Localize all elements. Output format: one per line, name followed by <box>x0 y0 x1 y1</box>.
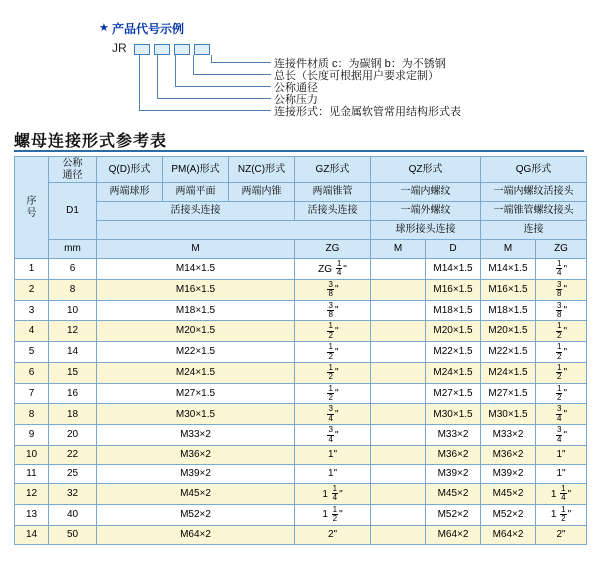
leader-line <box>211 62 271 63</box>
cell-qg-m: M16×1.5 <box>481 279 536 300</box>
cell-qz-d: M52×2 <box>426 504 481 525</box>
cell-qd: M16×1.5 <box>97 279 295 300</box>
col-header-qz: QZ形式 <box>371 157 481 183</box>
legend-label-length: 总长（长度可根据用户要求定制） <box>274 70 439 82</box>
subheader-nz: 两端内锥 <box>229 183 295 202</box>
cell-qg-m: M22×1.5 <box>481 342 536 363</box>
cell-qz-d: M36×2 <box>426 446 481 465</box>
cell-qz-d: M64×2 <box>426 525 481 544</box>
product-code-legend <box>0 0 600 130</box>
cell-dn: 25 <box>49 465 97 484</box>
cell-gz: $\frac{3}{8}$ " <box>295 279 371 300</box>
cell-dn: 15 <box>49 362 97 383</box>
cell-qd: M24×1.5 <box>97 362 295 383</box>
cell-qz-d: M33×2 <box>426 425 481 446</box>
cell-qd: M30×1.5 <box>97 404 295 425</box>
cell-index: 11 <box>15 465 49 484</box>
table-row <box>15 465 587 484</box>
cell-qz-m <box>371 383 426 404</box>
col-header-nz: NZ(C)形式 <box>229 157 295 183</box>
leader-line <box>175 86 271 87</box>
table-header-row <box>15 221 587 240</box>
table-header-row <box>15 183 587 202</box>
cell-index: 9 <box>15 425 49 446</box>
cell-index: 7 <box>15 383 49 404</box>
cell-qz-m <box>371 362 426 383</box>
cell-dn: 10 <box>49 300 97 321</box>
cell-qg-m: M27×1.5 <box>481 383 536 404</box>
cell-qd: M39×2 <box>97 465 295 484</box>
page-title: 螺母连接形式参考表 <box>14 133 168 150</box>
table-row <box>15 300 587 321</box>
cell-qz-m <box>371 525 426 544</box>
cell-qg-zg: 1" <box>536 446 587 465</box>
code-prefix: JR <box>112 41 127 55</box>
cell-qz-m <box>371 404 426 425</box>
cell-qg-zg: $\frac{1}{4}$ " <box>536 259 587 280</box>
table-row <box>15 425 587 446</box>
cell-qg-m: M30×1.5 <box>481 404 536 425</box>
unit-zg: ZG <box>295 240 371 259</box>
code-boxes <box>134 44 210 55</box>
col-header-gz: GZ形式 <box>295 157 371 183</box>
subheader-union-connection-gz: 活接头连接 <box>295 202 371 221</box>
table-row <box>15 404 587 425</box>
col-header-dn-unit-group: D1 <box>49 183 97 240</box>
cell-qd: M20×1.5 <box>97 321 295 342</box>
subheader-external-thread: 一端外螺纹 <box>371 202 481 221</box>
cell-qg-zg: $\frac{1}{2}$ " <box>536 321 587 342</box>
cell-index: 1 <box>15 259 49 280</box>
cell-qg-m: M45×2 <box>481 484 536 505</box>
leader-line <box>193 55 194 75</box>
table-header-row <box>15 240 587 259</box>
cell-qg-m: M64×2 <box>481 525 536 544</box>
cell-index: 10 <box>15 446 49 465</box>
legend-label-nominal-pressure: 公称压力 <box>274 94 318 106</box>
table-row <box>15 279 587 300</box>
cell-index: 12 <box>15 484 49 505</box>
cell-qz-m <box>371 300 426 321</box>
cell-index: 6 <box>15 362 49 383</box>
cell-qg-zg: 1" <box>536 465 587 484</box>
title-divider <box>14 150 584 152</box>
cell-qd: M18×1.5 <box>97 300 295 321</box>
cell-qz-m <box>371 425 426 446</box>
cell-dn: 20 <box>49 425 97 446</box>
cell-qz-m <box>371 504 426 525</box>
leader-line <box>157 98 271 99</box>
subheader-connection: 连接 <box>481 221 587 240</box>
col-header-qd: Q(D)形式 <box>97 157 163 183</box>
cell-dn: 16 <box>49 383 97 404</box>
legend-title: 产品代号示例 <box>112 22 185 36</box>
spec-table <box>14 156 587 545</box>
col-header-dn: 公称 通径 <box>49 157 97 183</box>
subheader-taper-pipe-thread: 一端锥管螺纹接头 <box>481 202 587 221</box>
cell-qg-zg: $\frac{3}{4}$ " <box>536 404 587 425</box>
legend-label-material: 连接件材质 c：为碳钢 b：为不锈钢 <box>274 58 446 70</box>
cell-gz: $\frac{1}{2}$ " <box>295 321 371 342</box>
cell-qz-m <box>371 465 426 484</box>
cell-qz-m <box>371 342 426 363</box>
table-header-row <box>15 157 587 183</box>
cell-qz-m <box>371 321 426 342</box>
code-box <box>134 44 150 55</box>
cell-qd: M14×1.5 <box>97 259 295 280</box>
subheader-pm: 两端平面 <box>163 183 229 202</box>
table-row <box>15 342 587 363</box>
subheader-ball-joint: 球形接头连接 <box>371 221 481 240</box>
cell-dn: 6 <box>49 259 97 280</box>
code-box <box>154 44 170 55</box>
unit-qz-d: D <box>426 240 481 259</box>
cell-qd: M22×1.5 <box>97 342 295 363</box>
col-header-pm: PM(A)形式 <box>163 157 229 183</box>
cell-qz-d: M22×1.5 <box>426 342 481 363</box>
cell-gz: 1 $\frac{1}{2}$ " <box>295 504 371 525</box>
cell-qg-zg: $\frac{1}{2}$ " <box>536 362 587 383</box>
cell-qz-m <box>371 446 426 465</box>
cell-qg-m: M52×2 <box>481 504 536 525</box>
table-row <box>15 484 587 505</box>
cell-qg-zg: 2" <box>536 525 587 544</box>
cell-dn: 40 <box>49 504 97 525</box>
cell-qg-m: M20×1.5 <box>481 321 536 342</box>
unit-qz-m: M <box>371 240 426 259</box>
leader-line <box>193 74 271 75</box>
table-row <box>15 321 587 342</box>
cell-qg-m: M36×2 <box>481 446 536 465</box>
spec-table-wrap <box>14 156 586 545</box>
cell-dn: 32 <box>49 484 97 505</box>
cell-qz-d: M20×1.5 <box>426 321 481 342</box>
cell-index: 3 <box>15 300 49 321</box>
cell-index: 8 <box>15 404 49 425</box>
cell-qg-zg: $\frac{1}{2}$ " <box>536 342 587 363</box>
cell-gz: $\frac{1}{2}$ " <box>295 362 371 383</box>
code-box <box>194 44 210 55</box>
cell-qz-d: M24×1.5 <box>426 362 481 383</box>
cell-gz: $\frac{3}{4}$ " <box>295 404 371 425</box>
subheader-blank <box>97 221 371 240</box>
table-row <box>15 504 587 525</box>
leader-line <box>157 55 158 99</box>
subheader-qd: 两端球形 <box>97 183 163 202</box>
cell-dn: 18 <box>49 404 97 425</box>
legend-label-nominal-diameter: 公称通径 <box>274 82 318 94</box>
cell-qd: M36×2 <box>97 446 295 465</box>
cell-index: 4 <box>15 321 49 342</box>
table-row <box>15 383 587 404</box>
cell-dn: 8 <box>49 279 97 300</box>
cell-qd: M64×2 <box>97 525 295 544</box>
cell-qz-d: M16×1.5 <box>426 279 481 300</box>
leader-line <box>175 55 176 87</box>
unit-mm: mm <box>49 240 97 259</box>
cell-dn: 22 <box>49 446 97 465</box>
table-row <box>15 446 587 465</box>
cell-qg-zg: $\frac{1}{2}$ " <box>536 383 587 404</box>
cell-index: 13 <box>15 504 49 525</box>
cell-gz: $\frac{1}{2}$ " <box>295 342 371 363</box>
cell-dn: 50 <box>49 525 97 544</box>
cell-qd: M45×2 <box>97 484 295 505</box>
cell-dn: 12 <box>49 321 97 342</box>
unit-qg-m: M <box>481 240 536 259</box>
cell-qg-zg: $\frac{3}{8}$ " <box>536 300 587 321</box>
table-header-row <box>15 202 587 221</box>
legend-label-connection-type: 连接形式：见金属软管常用结构形式表 <box>274 106 461 118</box>
unit-qg-zg: ZG <box>536 240 587 259</box>
cell-qz-m <box>371 259 426 280</box>
cell-qg-zg: $\frac{3}{4}$ " <box>536 425 587 446</box>
col-header-qg: QG形式 <box>481 157 587 183</box>
cell-dn: 14 <box>49 342 97 363</box>
cell-qz-d: M39×2 <box>426 465 481 484</box>
cell-qz-d: M18×1.5 <box>426 300 481 321</box>
cell-qz-d: M27×1.5 <box>426 383 481 404</box>
code-box <box>174 44 190 55</box>
cell-qz-d: M14×1.5 <box>426 259 481 280</box>
table-row <box>15 525 587 544</box>
leader-line <box>139 110 271 111</box>
table-body <box>15 259 587 545</box>
cell-qg-m: M14×1.5 <box>481 259 536 280</box>
cell-gz: 1" <box>295 465 371 484</box>
cell-qz-m <box>371 279 426 300</box>
cell-index: 2 <box>15 279 49 300</box>
cell-qg-m: M33×2 <box>481 425 536 446</box>
cell-qz-m <box>371 484 426 505</box>
cell-gz: 1" <box>295 446 371 465</box>
cell-qz-d: M30×1.5 <box>426 404 481 425</box>
cell-qd: M33×2 <box>97 425 295 446</box>
table-row <box>15 259 587 280</box>
col-header-index: 序 号 <box>15 157 49 259</box>
subheader-qz: 一端内螺纹 <box>371 183 481 202</box>
cell-qg-m: M39×2 <box>481 465 536 484</box>
table-row <box>15 362 587 383</box>
cell-gz: 1 $\frac{1}{4}$ " <box>295 484 371 505</box>
cell-index: 14 <box>15 525 49 544</box>
unit-m: M <box>97 240 295 259</box>
cell-qg-m: M18×1.5 <box>481 300 536 321</box>
star-icon: ★ <box>99 22 109 34</box>
cell-qg-m: M24×1.5 <box>481 362 536 383</box>
cell-gz: 2" <box>295 525 371 544</box>
subheader-qg: 一端内螺纹活接头 <box>481 183 587 202</box>
cell-qd: M27×1.5 <box>97 383 295 404</box>
cell-index: 5 <box>15 342 49 363</box>
cell-gz: $\frac{1}{2}$ " <box>295 383 371 404</box>
cell-qd: M52×2 <box>97 504 295 525</box>
cell-qg-zg: 1 $\frac{1}{2}$ " <box>536 504 587 525</box>
cell-qg-zg: $\frac{3}{8}$ " <box>536 279 587 300</box>
cell-gz: $\frac{3}{4}$ " <box>295 425 371 446</box>
cell-qz-d: M45×2 <box>426 484 481 505</box>
leader-line <box>139 55 140 111</box>
cell-gz: ZG $\frac{1}{4}$ " <box>295 259 371 280</box>
subheader-union-connection: 活接头连接 <box>97 202 295 221</box>
cell-gz: $\frac{3}{8}$ " <box>295 300 371 321</box>
cell-qg-zg: 1 $\frac{1}{4}$ " <box>536 484 587 505</box>
subheader-gz: 两端锥管 <box>295 183 371 202</box>
